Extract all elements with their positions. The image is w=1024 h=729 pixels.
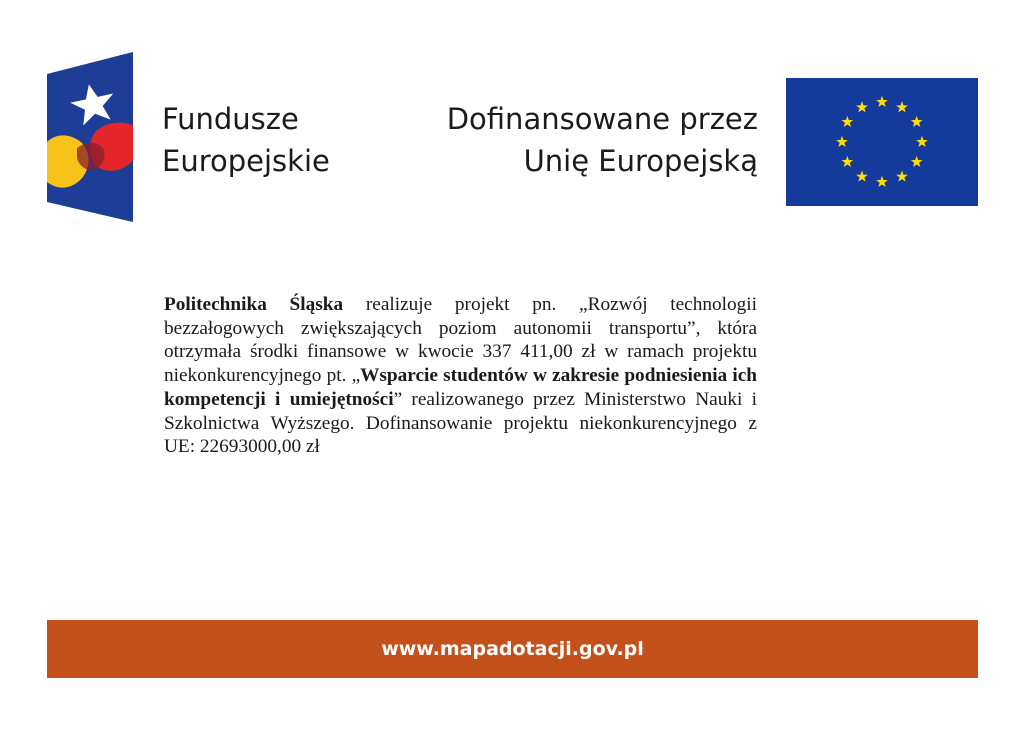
eu-funding-text [396, 98, 758, 182]
eu-text-line1: Dofinansowane przez [446, 102, 758, 136]
eu-text-line2: Unię Europejską [523, 144, 758, 178]
project-description [164, 293, 757, 459]
institution-name: Politechnika Śląska [164, 294, 344, 315]
fe-text-line1: Fundusze [162, 102, 299, 136]
footer-bar [47, 620, 978, 678]
fundusze-europejskie-text [162, 98, 330, 182]
eu-flag-icon [786, 78, 978, 206]
description-part-1: realizuje projekt pn. „Rozwój technologii bezzałogowych zwiększających poziom autonomii transportu”, która otrzymała środki finansowe w kwocie 337 411,00 zł w ramach projektu niekonkurencyjnego pt. „ [164, 294, 758, 387]
mapadotacji-link[interactable]: www.mapadotacji.gov.pl [381, 638, 644, 660]
fundusze-europejskie-logo-icon [47, 52, 133, 222]
program-name: Wsparcie studentów w zakresie podniesienia ich kompetencji i umiejętności [164, 365, 757, 410]
fe-text-line2: Europejskie [162, 144, 330, 178]
description-part-2: ” realizowanego przez Ministerstwo Nauki i Szkolnictwa Wyższego. Dofinansowanie projektu niekonkurencyjnego z UE: 22693000,00 zł [164, 388, 758, 458]
